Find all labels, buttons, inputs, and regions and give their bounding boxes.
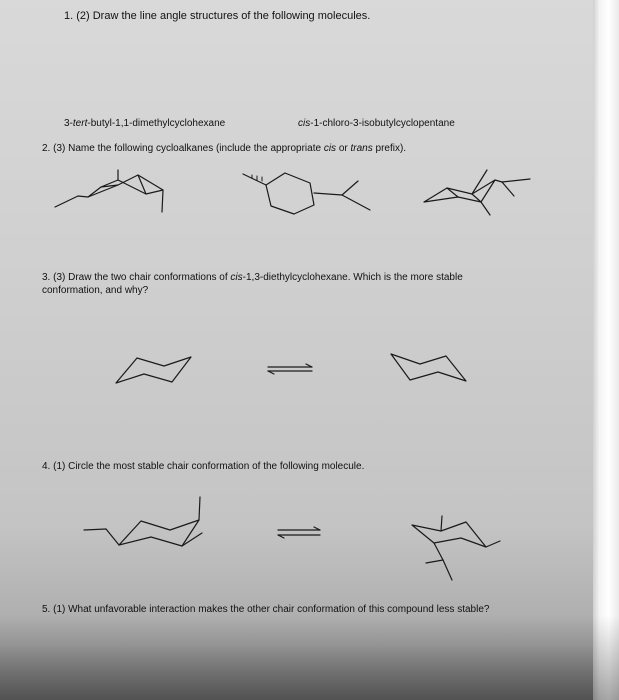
question-1-title: 1. (2) Draw the line angle structures of the following molecules. xyxy=(64,10,371,22)
question-4-title: 4. (1) Circle the most stable chair conformation of the following molecule. xyxy=(42,461,365,472)
bottom-shadow xyxy=(0,615,619,700)
molecule-b-name: cis-1-chloro-3-isobutylcyclopentane xyxy=(298,118,455,129)
question-3-title: 3. (3) Draw the two chair conformations of cis-1,3-diethylcyclohexane. Which is the more stable conformation, and why? xyxy=(42,272,463,296)
question-5-title: 5. (1) What unfavorable interaction makes the other chair conformation of this compound less stable? xyxy=(42,604,490,615)
molecule-a-name: 3-tert-butyl-1,1-dimethylcyclohexane xyxy=(64,118,226,129)
question-2-title: 2. (3) Name the following cycloalkanes (include the appropriate cis or trans prefix). xyxy=(42,143,407,154)
